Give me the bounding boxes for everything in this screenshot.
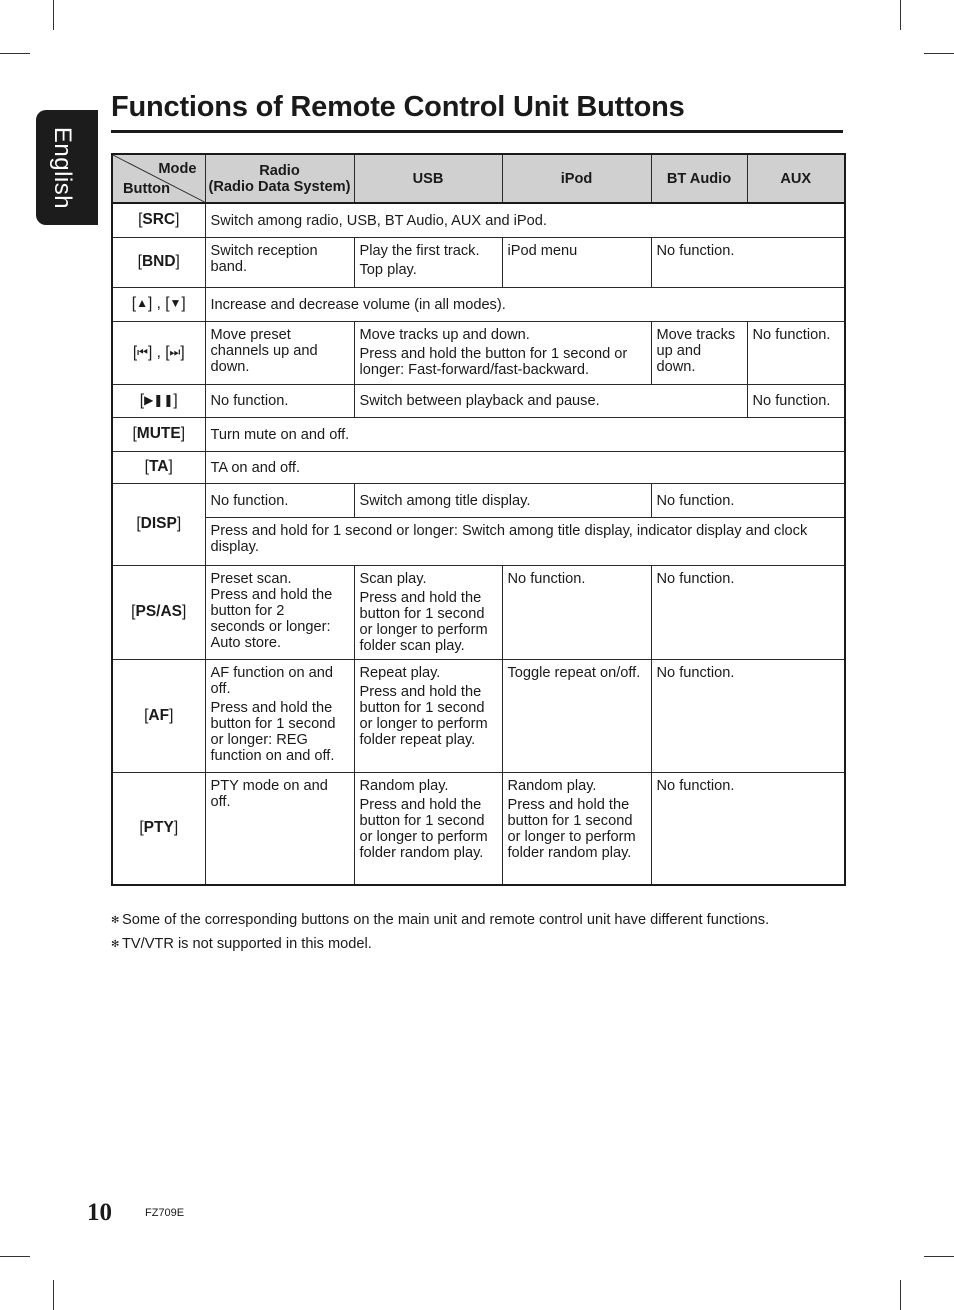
af-usb-line2: Press and hold the button for 1 second or longer to perform folder repeat play. [359,683,488,748]
footnote-text: TV/VTR is not supported in this model. [122,936,372,952]
column-header-usb: USB [354,154,502,203]
disp-hold: Press and hold for 1 second or longer: Switch among title display, indicator display and clock display. [205,517,845,565]
asterisk-icon: ✻ [111,939,120,950]
corner-button-label: Button [123,181,171,197]
skip-usb-ipod-line2: Press and hold the button for 1 second or longer: Fast-forward/fast-backward. [359,345,628,378]
button-cell-ta: [TA] [112,451,205,483]
page-title: Functions of Remote Control Unit Buttons [111,91,685,123]
button-label-mute: MUTE [136,425,181,442]
table-row [112,565,845,659]
disp-bt-aux: No function. [651,483,845,517]
model-code: FZ709E [145,1207,185,1219]
disp-usb-ipod: Switch among title display. [354,483,651,517]
table-row [112,321,845,384]
table-row [112,417,845,451]
bnd-usb-line2: Top play. [359,261,417,278]
language-tab-label: English [49,126,76,210]
button-cell-play-pause: [▶❚❚] [112,384,205,417]
skip-usb-ipod [354,321,651,384]
ta-function: TA on and off. [205,451,845,483]
table-row [112,287,845,321]
language-tab [36,110,98,225]
pty-ipod [502,772,651,885]
button-cell-volume: [▲] , [▼] [112,287,205,321]
play-aux: No function. [747,384,845,417]
table-row [112,451,845,483]
psas-usb [354,565,502,659]
table-row [112,483,845,517]
radio-header-line1: Radio [259,162,300,179]
psas-radio-line1: Preset scan. [210,570,292,587]
title-rule [111,130,843,133]
skip-next-icon: ⏭ [169,344,181,359]
crop-mark [924,53,954,54]
crop-mark [53,0,54,30]
play-usb-ipod-bt: Switch between playback and pause. [354,384,747,417]
psas-usb-line2: Press and hold the button for 1 second or longer to perform folder scan play. [359,589,488,654]
table-row [112,203,845,237]
play-radio: No function. [205,384,354,417]
skip-usb-ipod-line1: Move tracks up and down. [359,326,530,343]
footnote [111,933,769,957]
button-label-disp: DISP [140,515,177,532]
button-label-af: AF [148,706,170,724]
crop-mark [924,1256,954,1257]
button-label-bnd: BND [141,253,176,270]
pty-radio: PTY mode on and off. [205,772,354,885]
disp-radio: No function. [205,483,354,517]
button-cell-disp: [DISP] [112,483,205,565]
button-cell-af: [AF] [112,659,205,772]
button-cell-pty: [PTY] [112,772,205,885]
crop-mark [53,1280,54,1310]
footnotes [111,909,769,957]
button-cell-ps-as: [PS/AS] [112,565,205,659]
column-header-bt-audio: BT Audio [651,154,747,203]
skip-previous-icon: ⏮ [137,344,148,359]
af-ipod: Toggle repeat on/off. [502,659,651,772]
corner-mode-label: Mode [158,161,197,177]
corner-header [112,154,205,203]
table-row [112,237,845,287]
bnd-radio: Switch reception band. [205,237,354,287]
page-number: 10 [87,1199,112,1226]
psas-radio-line2: Press and hold the button for 2 seconds or longer: Auto store. [210,586,333,651]
bnd-usb-line1: Play the first track. [359,242,480,259]
table-row [112,517,845,565]
crop-mark [0,1256,30,1257]
skip-radio: Move preset channels up and down. [205,321,354,384]
af-radio [205,659,354,772]
src-function: Switch among radio, USB, BT Audio, AUX and iPod. [205,203,845,237]
button-cell-skip: [⏮] , [⏭] [112,321,205,384]
bnd-bt-aux: No function. [651,237,845,287]
column-header-radio [205,154,354,203]
asterisk-icon: ✻ [111,915,120,926]
af-usb [354,659,502,772]
footnote-text: Some of the corresponding buttons on the main unit and remote control unit have different functions. [122,912,770,928]
column-header-aux: AUX [747,154,845,203]
button-label-ta: TA [148,458,169,475]
pty-usb-line2: Press and hold the button for 1 second or longer to perform folder random play. [359,796,488,861]
mute-function: Turn mute on and off. [205,417,845,451]
button-cell-mute: [MUTE] [112,417,205,451]
pty-usb [354,772,502,885]
table-row [112,772,845,885]
crop-mark [0,53,30,54]
skip-bt: Move tracks up and down. [651,321,747,384]
psas-ipod: No function. [502,565,651,659]
skip-aux: No function. [747,321,845,384]
pty-bt-aux: No function. [651,772,845,885]
af-radio-line1: AF function on and off. [210,664,334,697]
column-header-ipod: iPod [502,154,651,203]
button-label-src: SRC [142,211,176,229]
button-cell-src: [SRC] [112,203,205,237]
bnd-ipod: iPod menu [502,237,651,287]
volume-function: Increase and decrease volume (in all modes). [205,287,845,321]
af-usb-line1: Repeat play. [359,664,441,681]
play-pause-icon: ▶❚❚ [144,392,174,407]
triangle-up-icon: ▲ [136,296,148,310]
footnote [111,909,769,933]
af-radio-line2: Press and hold the button for 1 second or longer: REG function on and off. [210,699,336,764]
psas-bt-aux: No function. [651,565,845,659]
triangle-down-icon: ▼ [169,296,182,310]
pty-ipod-line1: Random play. [507,777,597,794]
button-cell-bnd: [BND] [112,237,205,287]
bnd-usb [354,237,502,287]
button-label-pty: PTY [143,819,174,837]
table-header-row [112,154,845,203]
pty-usb-line1: Random play. [359,777,449,794]
button-label-ps-as: PS/AS [135,603,182,620]
psas-radio [205,565,354,659]
table-row [112,659,845,772]
radio-header-line2: (Radio Data System) [208,178,351,195]
functions-table [111,153,846,886]
table-row [112,384,845,417]
crop-mark [900,0,901,30]
af-bt-aux: No function. [651,659,845,772]
crop-mark [900,1280,901,1310]
pty-ipod-line2: Press and hold the button for 1 second or longer to perform folder random play. [507,796,636,861]
psas-usb-line1: Scan play. [359,570,427,587]
